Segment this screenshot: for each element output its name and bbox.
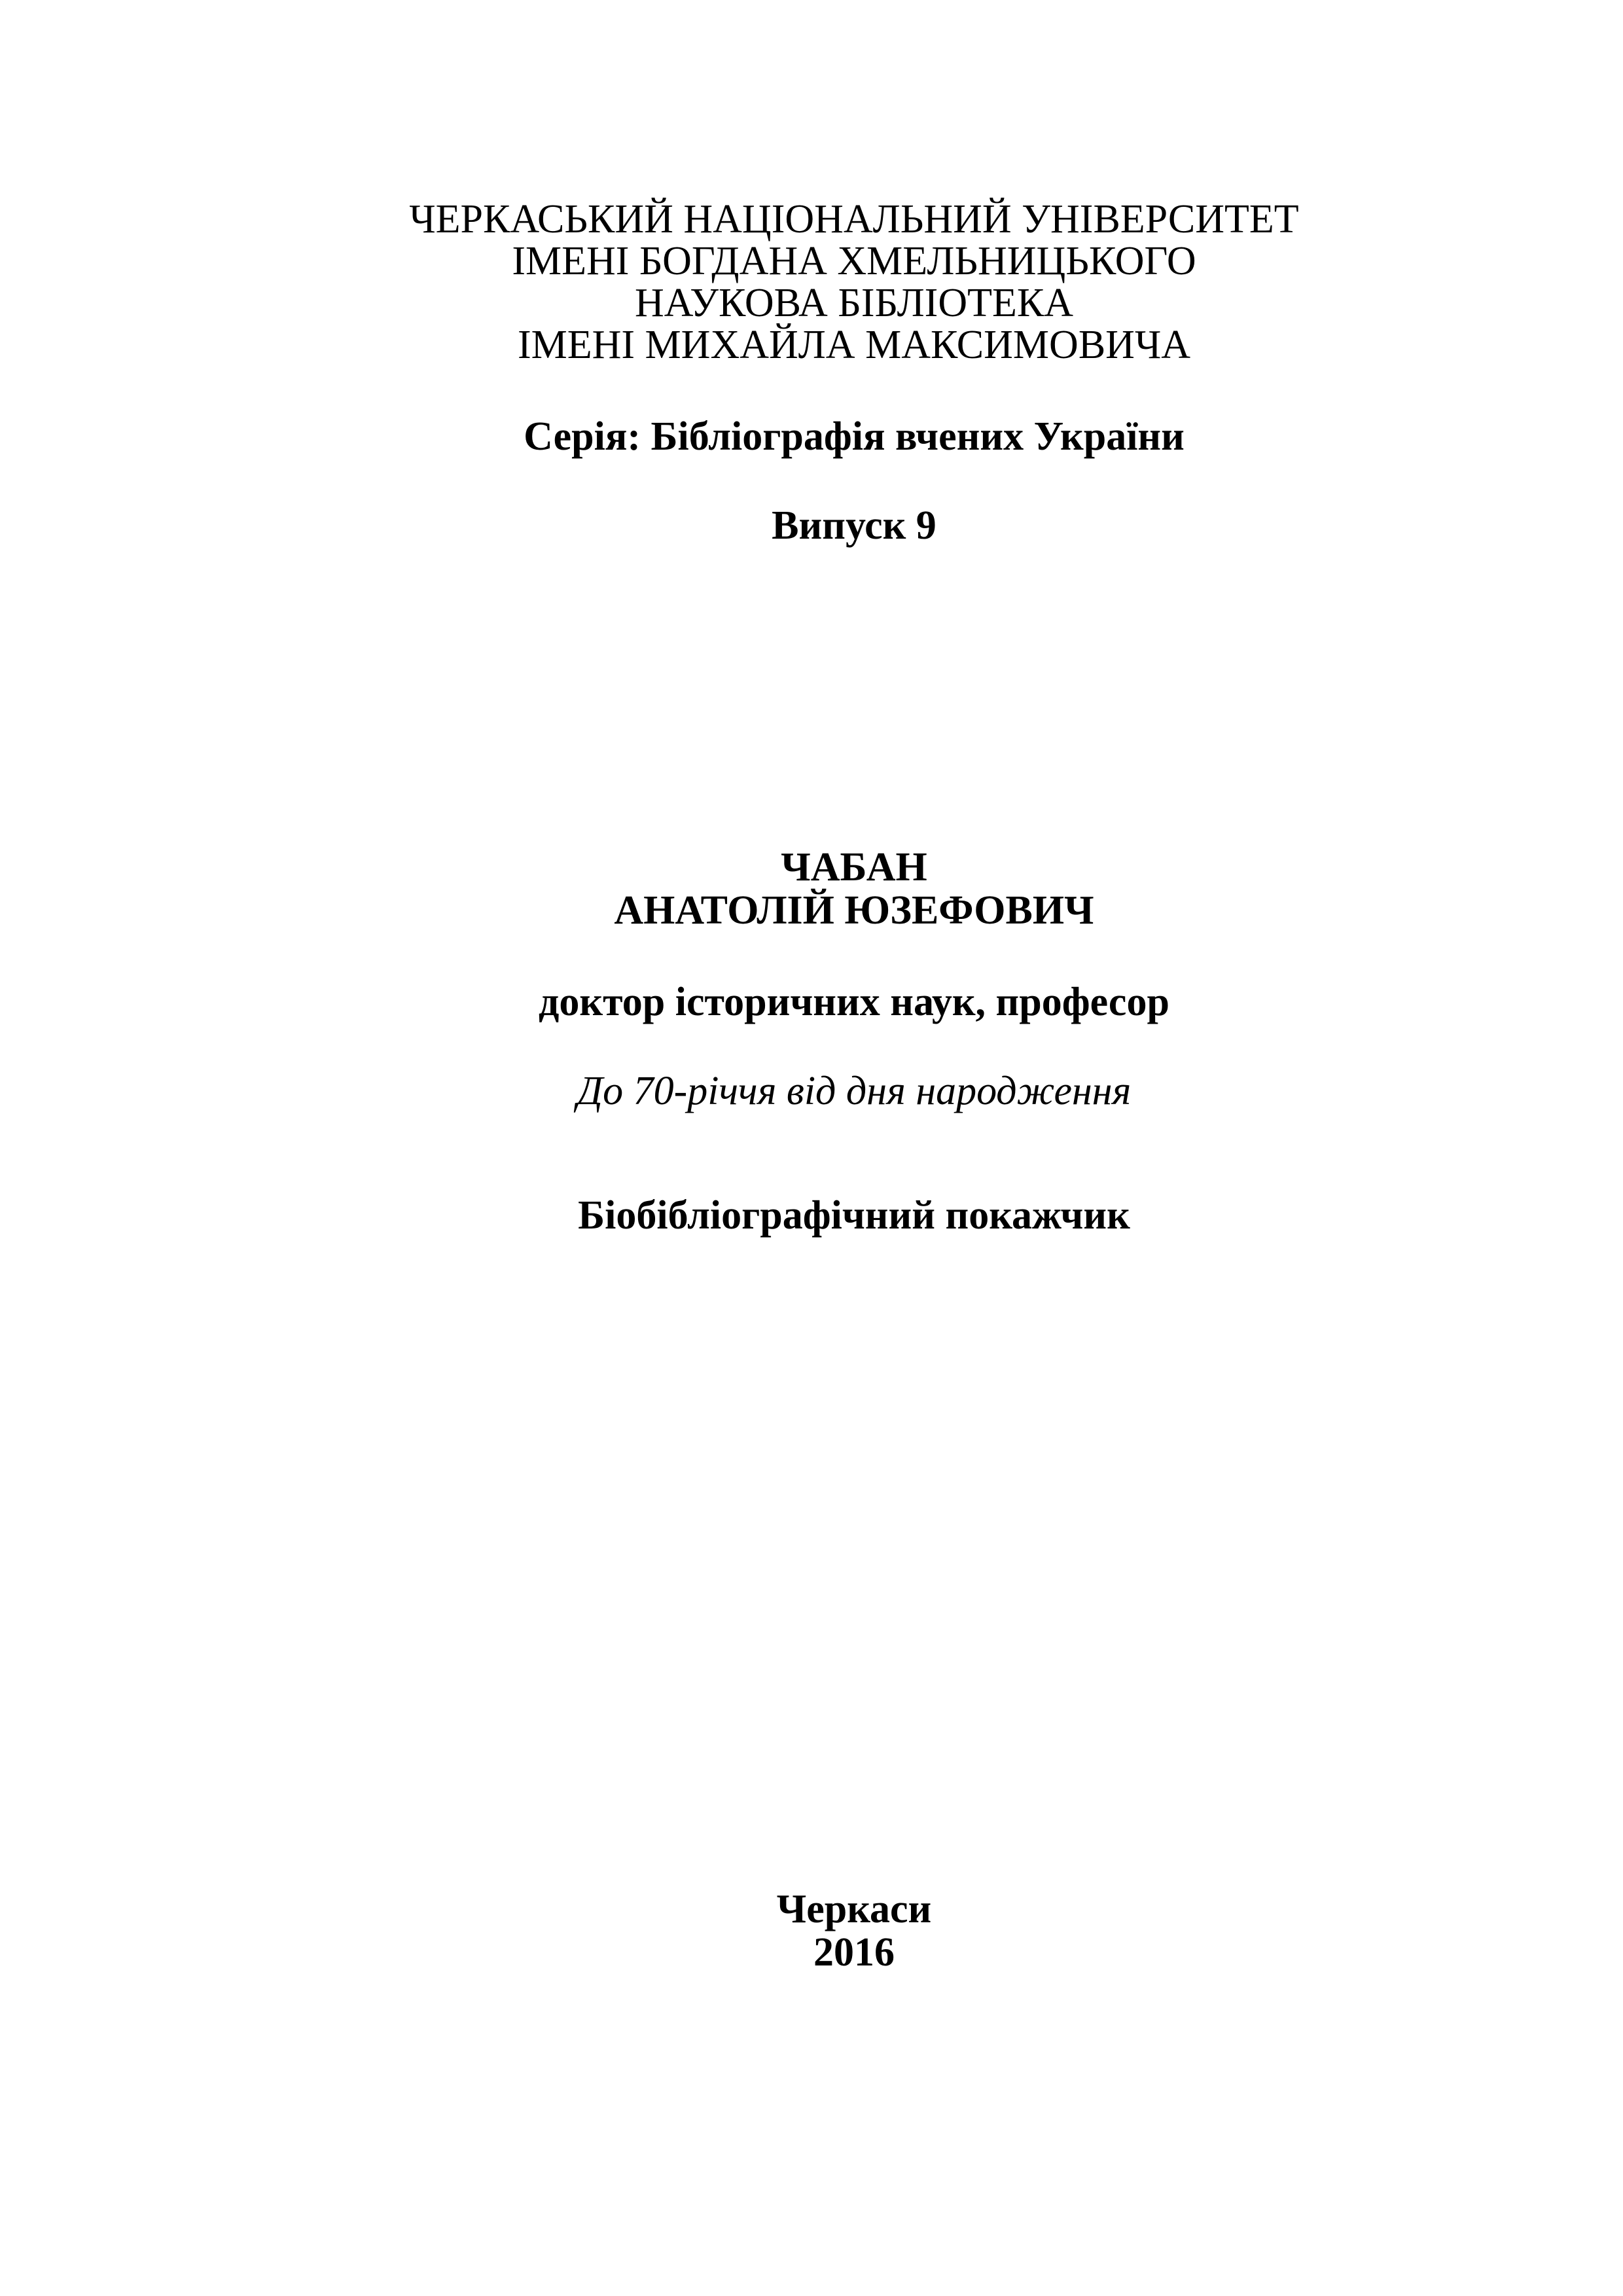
imprint-year: 2016 (813, 1930, 895, 1975)
person-given-names: АНАТОЛІЙ ЮЗЕФОВИЧ (614, 888, 1094, 933)
dedication: До 70-річчя від дня народження (577, 1069, 1132, 1113)
institution-line-3: НАУКОВА БІБЛІОТЕКА (635, 281, 1073, 325)
person-surname: ЧАБАН (781, 845, 927, 889)
imprint-city: Черкаси (776, 1887, 932, 1931)
institution-line-1: ЧЕРКАСЬКИЙ НАЦІОНАЛЬНИЙ УНІВЕРСИТЕТ (409, 197, 1299, 242)
institution-line-4: ІМЕНІ МИХАЙЛА МАКСИМОВИЧА (517, 323, 1191, 367)
publication-type: Біобібліографічний покажчик (578, 1193, 1130, 1238)
issue-number: Випуск 9 (772, 503, 936, 548)
institution-line-2: ІМЕНІ БОГДАНА ХМЕЛЬНИЦЬКОГО (512, 239, 1196, 283)
person-degree: доктор історичних наук, професор (539, 980, 1169, 1024)
series-title: Серія: Бібліографія вчених України (524, 414, 1185, 459)
